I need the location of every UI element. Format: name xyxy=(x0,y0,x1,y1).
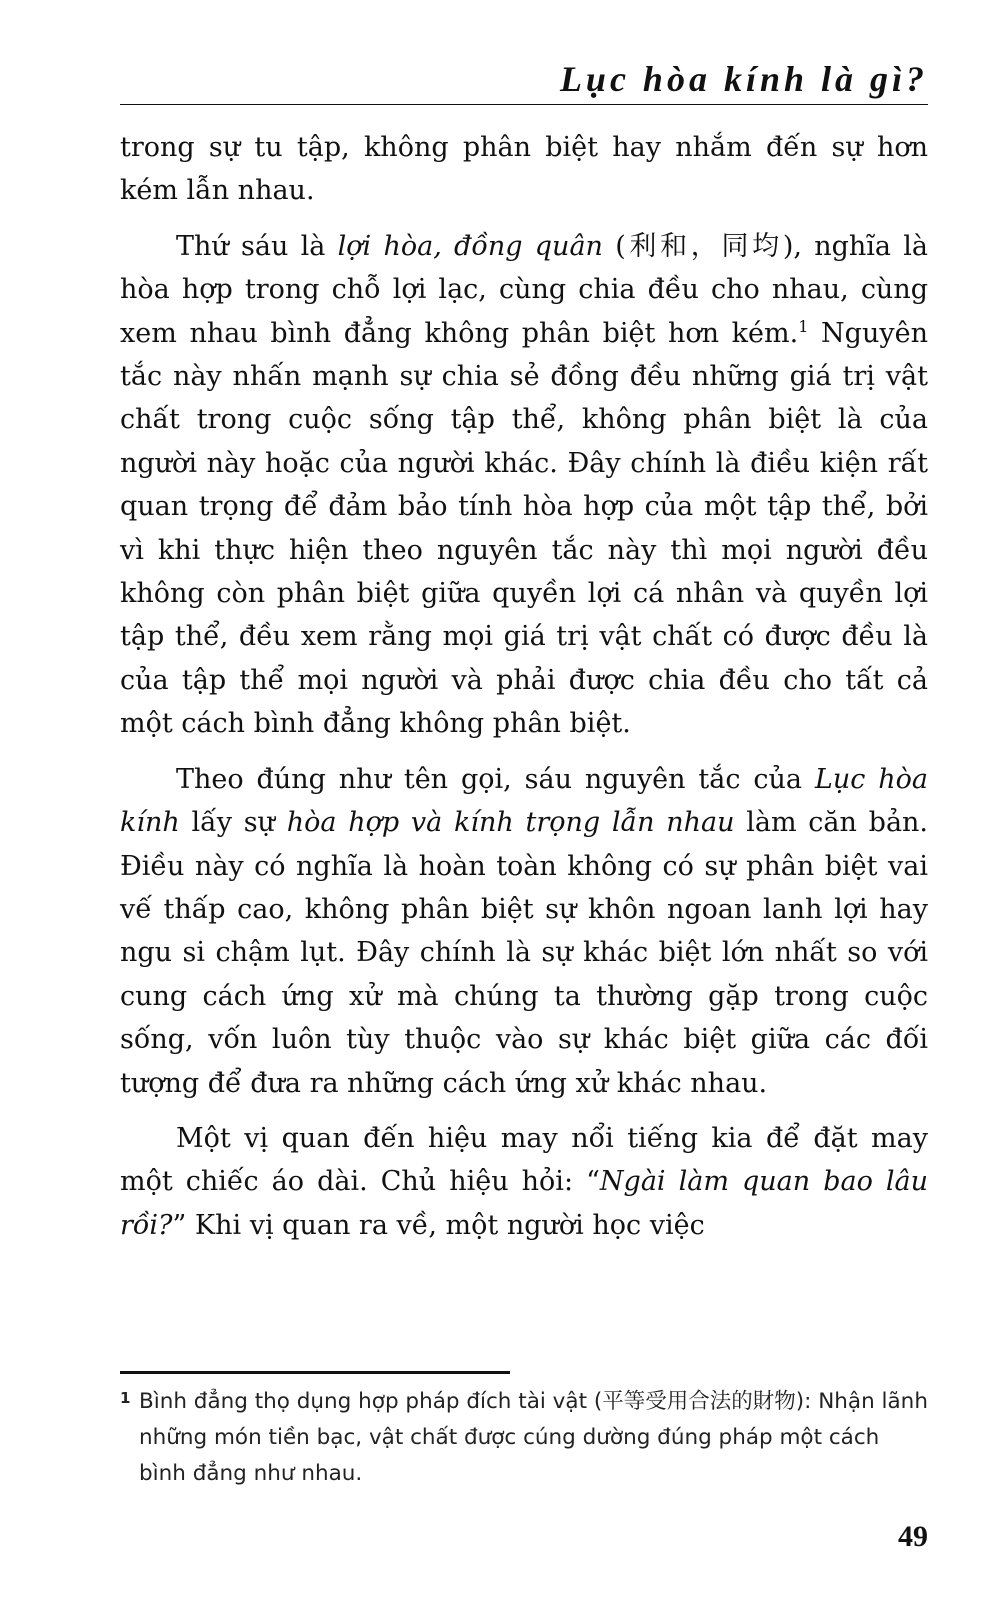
paragraph xyxy=(120,225,928,746)
text-segment: (利和，同均), nghĩa là hòa hợp trong chỗ lợi lạc, cùng chia đều cho nhau, cùng xem nhau bình đẳng không phân biệt hơn kém. xyxy=(120,230,928,349)
paragraph xyxy=(120,1117,928,1247)
running-header-title: Lục hòa kính là gì? xyxy=(559,59,928,99)
text-segment: Theo đúng như tên gọi, sáu nguyên tắc của xyxy=(176,763,815,795)
italic-term: Lục hòa kính xyxy=(120,763,928,839)
footnote-marker: 1 xyxy=(120,1389,131,1407)
page-number: 49 xyxy=(898,1520,928,1553)
footnote-text: Bình đẳng thọ dụng hợp pháp đích tài vật (平等受用合法的財物): Nhận lãnh những món tiền bạc, vật chất được cúng dường đúng pháp một cách bình đẳng như nhau. xyxy=(139,1389,928,1486)
body-text xyxy=(120,126,928,1259)
text-segment: lấy sự xyxy=(179,807,287,839)
paragraph xyxy=(120,758,928,1105)
text-segment: làm căn bản. Điều này có nghĩa là hoàn toàn không có sự phân biệt vai vế thấp cao, không phân biệt sự khôn ngoan lanh lợi hay ngu si chậm lụt. Đây chính là sự khác biệt lớn nhất so với cung cách ứng xử mà chúng ta thường gặp trong cuộc sống, vốn luôn tùy thuộc vào sự khác biệt giữa các đối tượng để đưa ra những cách ứng xử khác nhau. xyxy=(120,807,929,1099)
running-header xyxy=(120,50,928,105)
text-segment: Nguyên tắc này nhấn mạnh sự chia sẻ đồng đều những giá trị vật chất trong cuộc sống tập thể, không phân biệt là của người này hoặc của người khác. Đây chính là điều kiện rất quan trọng để đảm bảo tính hòa hợp của một tập thể, bởi vì khi thực hiện theo nguyên tắc này thì mọi người đều không còn phân biệt giữa quyền lợi cá nhân và quyền lợi tập thể, đều xem rằng mọi giá trị vật chất có được đều là của tập thể mọi người và phải được chia đều cho tất cả một cách bình đẳng không phân biệt. xyxy=(120,317,928,740)
text-segment: trong sự tu tập, không phân biệt hay nhắm đến sự hơn kém lẫn nhau. xyxy=(120,132,928,207)
paragraph xyxy=(120,126,928,213)
italic-quote: Ngài làm quan bao lâu rồi? xyxy=(120,1166,928,1241)
footnote xyxy=(120,1384,928,1492)
text-segment: Một vị quan đến hiệu may nổi tiếng kia để đặt may một chiếc áo dài. Chủ hiệu hỏi: “ xyxy=(120,1122,928,1198)
footnote-divider xyxy=(120,1371,510,1374)
italic-term: hòa hợp và kính trọng lẫn nhau xyxy=(286,807,735,839)
text-segment: ” Khi vị quan ra về, một người học việc xyxy=(172,1209,705,1241)
italic-term: lợi hòa, đồng quân xyxy=(337,230,603,262)
footnote-reference: 1 xyxy=(798,316,809,336)
text-segment: Thứ sáu là xyxy=(176,230,338,262)
